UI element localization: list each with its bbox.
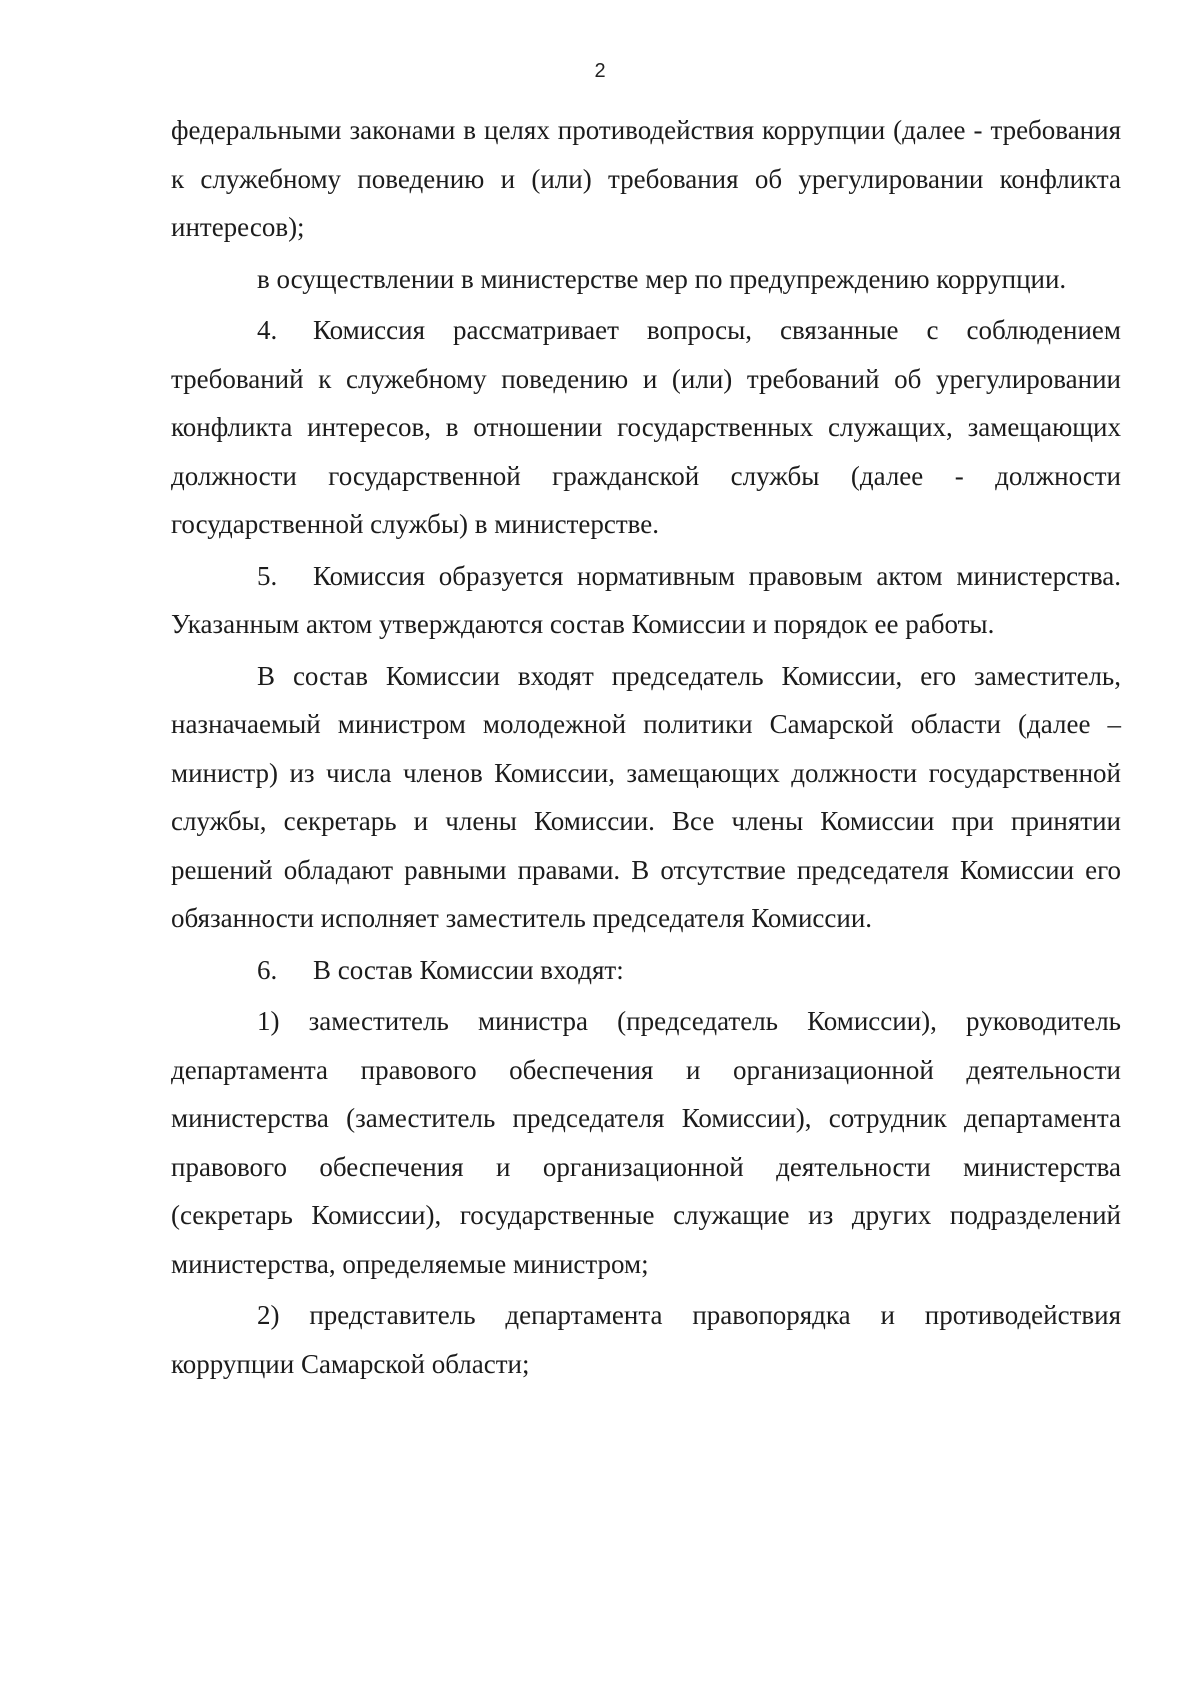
paragraph-text: В состав Комиссии входят председатель Комиссии, его заместитель, назначаемый министром молодежной политики Самарской области (далее – министр) из числа членов Комиссии, замещающих должности государственной службы, секретарь и члены Комиссии. Все члены Комиссии при принятии решений обладают равными правами. В отсутствие председателя Комиссии его обязанности исполняет заместитель председателя Комиссии.: [171, 660, 1121, 933]
paragraph-text: Комиссия рассматривает вопросы, связанные с соблюдением требований к служебному поведению и (или) требований об урегулировании конфликта интересов, в отношении государственных служащих, замещающих должности государственной гражданской службы (далее - должности государственной службы) в министерстве.: [171, 315, 1121, 539]
paragraph-text: В состав Комиссии входят:: [313, 954, 624, 985]
paragraph-composition: [171, 652, 1121, 943]
paragraph-continuation: [171, 106, 1121, 252]
paragraph-text: 2) представитель департамента правопорядка и противодействия коррупции Самарской области;: [171, 1300, 1121, 1379]
document-body: [171, 106, 1121, 1388]
paragraph-item-6: [171, 946, 1121, 995]
paragraph-item-5: [171, 552, 1121, 649]
paragraph-number: 5.: [257, 560, 278, 591]
paragraph-item-4: [171, 306, 1121, 549]
paragraph-number: 6.: [257, 954, 278, 985]
paragraph-text: Комиссия образуется нормативным правовым актом министерства. Указанным актом утверждаются состав Комиссии и порядок ее работы.: [171, 560, 1121, 639]
paragraph-subitem-2: [171, 1291, 1121, 1388]
paragraph-prevention: [171, 255, 1121, 304]
paragraph-number: 4.: [257, 315, 278, 345]
paragraph-subitem-1: [171, 997, 1121, 1288]
page-number: 2: [594, 60, 606, 82]
paragraph-text: 1) заместитель министра (председатель Комиссии), руководитель департамента правового обеспечения и организационной деятельности министерства (заместитель председателя Комиссии), сотрудник департамента правового обеспечения и организационной деятельности министерства (секретарь Комиссии), государственные служащие из других подразделений министерства, определяемые министром;: [171, 1006, 1121, 1279]
paragraph-text: федеральными законами в целях противодействия коррупции (далее - требования к служебному поведению и (или) требования об урегулировании конфликта интересов);: [171, 115, 1121, 242]
paragraph-text: в осуществлении в министерстве мер по предупреждению коррупции.: [257, 263, 1067, 294]
